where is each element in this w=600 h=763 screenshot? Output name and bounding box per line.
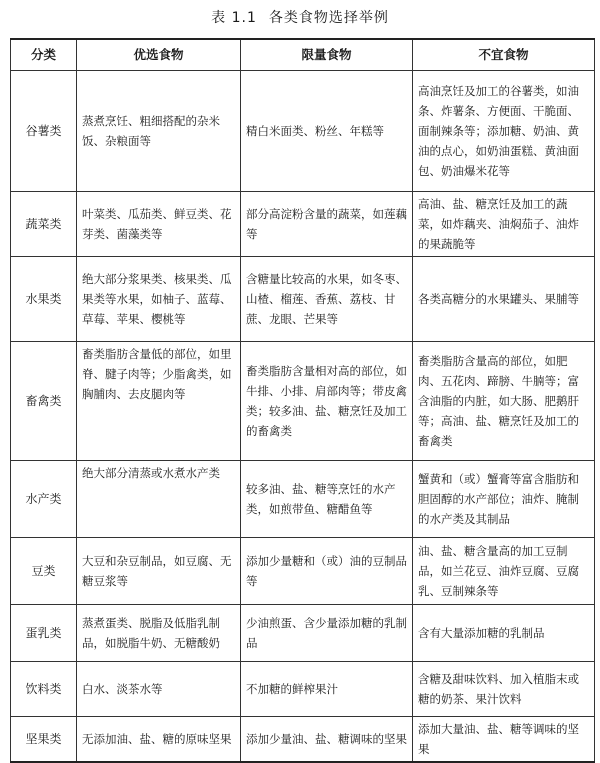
table-caption bbox=[0, 4, 600, 32]
avoid-cell: 添加大量油、盐、糖等调味的坚果 bbox=[413, 717, 595, 763]
category-cell: 蔬菜类 bbox=[11, 192, 77, 257]
category-cell: 畜禽类 bbox=[11, 342, 77, 461]
avoid-cell: 含有大量添加糖的乳制品 bbox=[413, 605, 595, 662]
category-cell: 饮料类 bbox=[11, 662, 77, 717]
header-category: 分类 bbox=[11, 39, 77, 71]
limited-cell: 不加糖的鲜榨果汁 bbox=[241, 662, 413, 717]
header-preferred: 优选食物 bbox=[77, 39, 241, 71]
limited-cell: 少油煎蛋、含少量添加糖的乳制品 bbox=[241, 605, 413, 662]
avoid-cell: 高油、盐、糖烹饪及加工的蔬菜，如炸藕夹、油焖茄子、油炸的果蔬脆等 bbox=[413, 192, 595, 257]
table-number: 表 1.1 bbox=[211, 10, 257, 26]
limited-cell: 较多油、盐、糖等烹饪的水产类，如煎带鱼、糖醋鱼等 bbox=[241, 461, 413, 538]
limited-cell: 精白米面类、粉丝、年糕等 bbox=[241, 71, 413, 192]
table-row bbox=[11, 538, 595, 605]
table-row bbox=[11, 461, 595, 538]
preferred-cell: 无添加油、盐、糖的原味坚果 bbox=[77, 717, 241, 763]
table-row bbox=[11, 717, 595, 763]
avoid-cell: 油、盐、糖含量高的加工豆制品，如兰花豆、油炸豆腐、豆腐乳、豆制辣条等 bbox=[413, 538, 595, 605]
category-cell: 豆类 bbox=[11, 538, 77, 605]
limited-cell: 部分高淀粉含量的蔬菜，如莲藕等 bbox=[241, 192, 413, 257]
header-avoid: 不宜食物 bbox=[413, 39, 595, 71]
category-cell: 坚果类 bbox=[11, 717, 77, 763]
table-row bbox=[11, 662, 595, 717]
avoid-cell: 高油烹饪及加工的谷薯类，如油条、炸薯条、方便面、干脆面、面制辣条等；添加糖、奶油、黄油的点心，如奶油蛋糕、黄油面包、奶油爆米花等 bbox=[413, 71, 595, 192]
preferred-cell: 蒸煮蛋类、脱脂及低脂乳制品，如脱脂牛奶、无糖酸奶 bbox=[77, 605, 241, 662]
preferred-cell: 绝大部分浆果类、核果类、瓜果类等水果，如柚子、蓝莓、草莓、苹果、樱桃等 bbox=[77, 257, 241, 342]
preferred-cell: 绝大部分清蒸或水煮水产类 bbox=[77, 461, 241, 538]
food-choice-table bbox=[10, 38, 595, 763]
preferred-cell: 叶菜类、瓜茄类、鲜豆类、花芽类、菌藻类等 bbox=[77, 192, 241, 257]
category-cell: 谷薯类 bbox=[11, 71, 77, 192]
table-row bbox=[11, 257, 595, 342]
table-row bbox=[11, 192, 595, 257]
avoid-cell: 畜类脂肪含量高的部位，如肥肉、五花肉、蹄膀、牛腩等；富含油脂的内脏，如大肠、肥鹅肝等；高油、盐、糖烹饪及加工的畜禽类 bbox=[413, 342, 595, 461]
preferred-cell: 白水、淡茶水等 bbox=[77, 662, 241, 717]
table-row bbox=[11, 71, 595, 192]
table-title: 各类食物选择举例 bbox=[268, 10, 389, 26]
avoid-cell: 蟹黄和（或）蟹膏等富含脂肪和胆固醇的水产部位；油炸、腌制的水产类及其制品 bbox=[413, 461, 595, 538]
limited-cell: 添加少量糖和（或）油的豆制品等 bbox=[241, 538, 413, 605]
preferred-cell: 畜类脂肪含量低的部位，如里脊、腱子肉等；少脂禽类，如胸脯肉、去皮腿肉等 bbox=[77, 342, 241, 461]
category-cell: 水产类 bbox=[11, 461, 77, 538]
preferred-cell: 大豆和杂豆制品，如豆腐、无糖豆浆等 bbox=[77, 538, 241, 605]
avoid-cell: 含糖及甜味饮料、加入植脂末或糖的奶茶、果汁饮料 bbox=[413, 662, 595, 717]
table-row bbox=[11, 605, 595, 662]
category-cell: 蛋乳类 bbox=[11, 605, 77, 662]
limited-cell: 添加少量油、盐、糖调味的坚果 bbox=[241, 717, 413, 763]
limited-cell: 畜类脂肪含量相对高的部位，如牛排、小排、肩部肉等；带皮禽类；较多油、盐、糖烹饪及加工的畜禽类 bbox=[241, 342, 413, 461]
limited-cell: 含糖量比较高的水果，如冬枣、山楂、榴莲、香蕉、荔枝、甘蔗、龙眼、芒果等 bbox=[241, 257, 413, 342]
header-limited: 限量食物 bbox=[241, 39, 413, 71]
category-cell: 水果类 bbox=[11, 257, 77, 342]
table-header-row bbox=[11, 39, 595, 71]
table-row bbox=[11, 342, 595, 461]
preferred-cell: 蒸煮烹饪、粗细搭配的杂米饭、杂粮面等 bbox=[77, 71, 241, 192]
avoid-cell: 各类高糖分的水果罐头、果脯等 bbox=[413, 257, 595, 342]
